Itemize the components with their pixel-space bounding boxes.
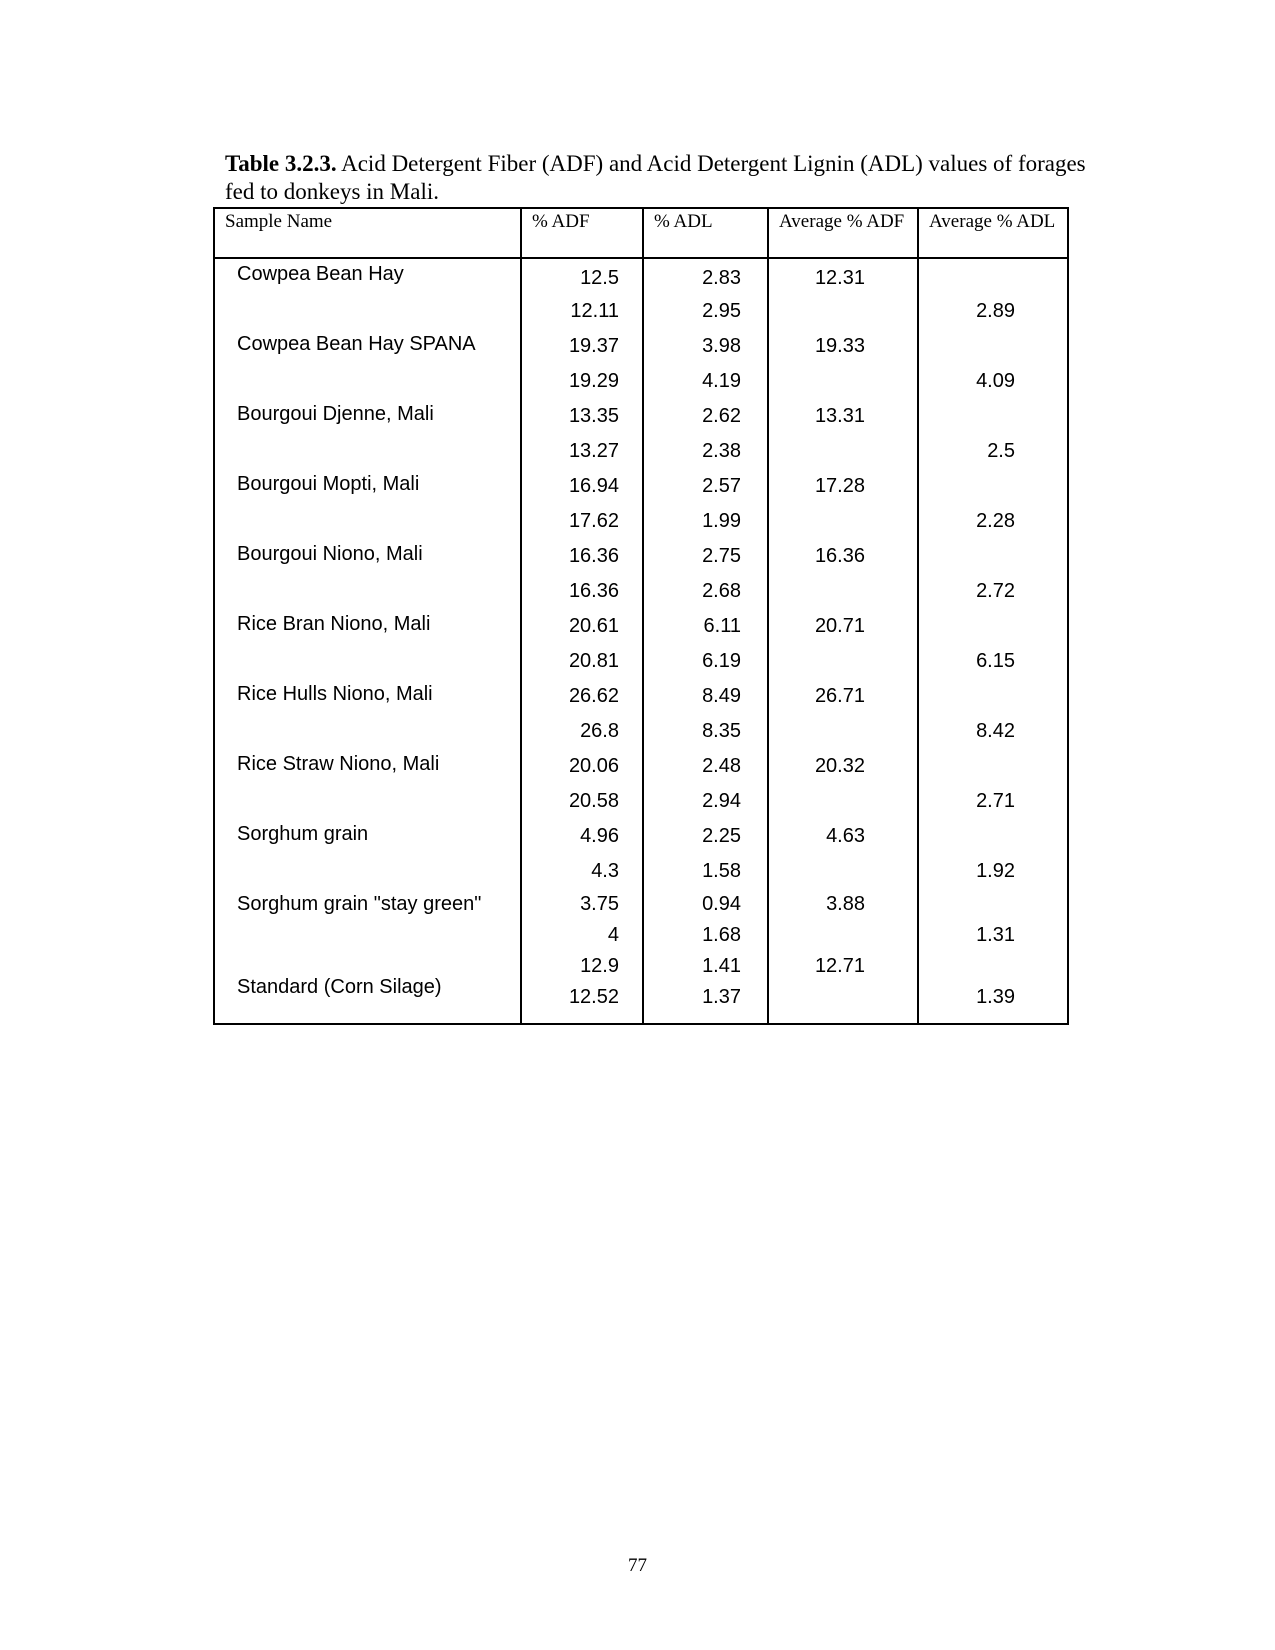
adf-cell: 26.8: [521, 714, 643, 749]
adf-cell: 4.3: [521, 854, 643, 889]
adf-cell: 16.36: [521, 574, 643, 609]
avg-adf-cell: [768, 644, 918, 679]
header-avg-adl: Average % ADL: [918, 208, 1068, 258]
avg-adl-cell: [918, 819, 1068, 854]
adl-cell: 1.68: [643, 920, 768, 951]
avg-adl-cell: 2.5: [918, 434, 1068, 469]
table-label: Table 3.2.3.: [225, 151, 337, 176]
avg-adf-cell: 19.33: [768, 329, 918, 364]
table-row: [214, 329, 1068, 364]
adl-cell: 6.11: [643, 609, 768, 644]
avg-adl-cell: 4.09: [918, 364, 1068, 399]
table-row: [214, 889, 1068, 920]
avg-adf-cell: 12.71: [768, 951, 918, 982]
adf-cell: 13.35: [521, 399, 643, 434]
adl-cell: 8.49: [643, 679, 768, 714]
avg-adl-cell: [918, 329, 1068, 364]
sample-name-cell: [214, 784, 521, 819]
table-row: [214, 504, 1068, 539]
header-row: [214, 208, 1068, 258]
page-number: 77: [628, 1555, 647, 1576]
adl-cell: 1.41: [643, 951, 768, 982]
header-sample-name: Sample Name: [214, 208, 521, 258]
adf-cell: 20.81: [521, 644, 643, 679]
adf-cell: 12.9: [521, 951, 643, 982]
avg-adf-cell: [768, 294, 918, 329]
avg-adl-cell: 8.42: [918, 714, 1068, 749]
avg-adf-cell: [768, 714, 918, 749]
adf-cell: 26.62: [521, 679, 643, 714]
adl-cell: 2.83: [643, 258, 768, 294]
adf-cell: 19.37: [521, 329, 643, 364]
adl-cell: 2.94: [643, 784, 768, 819]
sample-name-cell: Standard (Corn Silage): [214, 951, 521, 1024]
avg-adf-cell: [768, 434, 918, 469]
avg-adl-cell: [918, 951, 1068, 982]
sample-name-cell: Sorghum grain: [214, 819, 521, 854]
adl-cell: 2.62: [643, 399, 768, 434]
sample-name-cell: Bourgoui Djenne, Mali: [214, 399, 521, 434]
adl-cell: 6.19: [643, 644, 768, 679]
adf-cell: 16.94: [521, 469, 643, 504]
sample-name-cell: Rice Bran Niono, Mali: [214, 609, 521, 644]
adl-cell: 1.99: [643, 504, 768, 539]
table-row: [214, 784, 1068, 819]
avg-adf-cell: 17.28: [768, 469, 918, 504]
adf-cell: 3.75: [521, 889, 643, 920]
adf-cell: 20.58: [521, 784, 643, 819]
adf-cell: 4.96: [521, 819, 643, 854]
adf-cell: 19.29: [521, 364, 643, 399]
sample-name-cell: Rice Hulls Niono, Mali: [214, 679, 521, 714]
table-row: [214, 714, 1068, 749]
sample-name-cell: Cowpea Bean Hay SPANA: [214, 329, 521, 364]
table-row: [214, 854, 1068, 889]
adl-cell: 2.75: [643, 539, 768, 574]
adl-cell: 2.57: [643, 469, 768, 504]
sample-name-cell: Bourgoui Niono, Mali: [214, 539, 521, 574]
sample-name-cell: [214, 434, 521, 469]
avg-adl-cell: [918, 539, 1068, 574]
adf-cell: 16.36: [521, 539, 643, 574]
table-row: [214, 258, 1068, 294]
adf-cell: 20.61: [521, 609, 643, 644]
avg-adl-cell: [918, 469, 1068, 504]
table-caption-text: Acid Detergent Fiber (ADF) and Acid Detergent Lignin (ADL) values of forages fed to donkeys in Mali.: [225, 151, 1086, 204]
avg-adf-cell: 20.32: [768, 749, 918, 784]
adl-cell: 0.94: [643, 889, 768, 920]
adl-cell: 2.95: [643, 294, 768, 329]
avg-adl-cell: [918, 258, 1068, 294]
table-row: [214, 819, 1068, 854]
avg-adl-cell: 2.89: [918, 294, 1068, 329]
sample-name-cell: [214, 644, 521, 679]
avg-adl-cell: 1.39: [918, 982, 1068, 1024]
adf-cell: 4: [521, 920, 643, 951]
sample-name-cell: [214, 574, 521, 609]
avg-adf-cell: [768, 784, 918, 819]
avg-adl-cell: [918, 609, 1068, 644]
avg-adl-cell: 2.72: [918, 574, 1068, 609]
table-row: [214, 434, 1068, 469]
sample-name-cell: [214, 294, 521, 329]
table-row: [214, 294, 1068, 329]
avg-adl-cell: 2.28: [918, 504, 1068, 539]
adf-cell: 12.5: [521, 258, 643, 294]
avg-adf-cell: [768, 574, 918, 609]
header-adf: % ADF: [521, 208, 643, 258]
avg-adl-cell: 1.31: [918, 920, 1068, 951]
avg-adf-cell: [768, 982, 918, 1024]
avg-adf-cell: 26.71: [768, 679, 918, 714]
avg-adl-cell: 2.71: [918, 784, 1068, 819]
avg-adf-cell: [768, 504, 918, 539]
table-row: [214, 574, 1068, 609]
sample-name-cell: [214, 714, 521, 749]
sample-name-cell: [214, 854, 521, 889]
avg-adf-cell: [768, 920, 918, 951]
adl-cell: 3.98: [643, 329, 768, 364]
table-row: [214, 539, 1068, 574]
table-row: [214, 469, 1068, 504]
table-row: [214, 951, 1068, 982]
adf-cell: 17.62: [521, 504, 643, 539]
avg-adf-cell: [768, 364, 918, 399]
table-row: [214, 609, 1068, 644]
avg-adl-cell: 6.15: [918, 644, 1068, 679]
sample-name-cell: Rice Straw Niono, Mali: [214, 749, 521, 784]
adl-cell: 2.38: [643, 434, 768, 469]
avg-adl-cell: [918, 399, 1068, 434]
avg-adl-cell: [918, 889, 1068, 920]
sample-name-cell: Sorghum grain "stay green": [214, 889, 521, 951]
sample-name-cell: Bourgoui Mopti, Mali: [214, 469, 521, 504]
table-caption: [225, 150, 1105, 206]
header-avg-adf: Average % ADF: [768, 208, 918, 258]
adf-cell: 20.06: [521, 749, 643, 784]
header-adl: % ADL: [643, 208, 768, 258]
sample-name-cell: Cowpea Bean Hay: [214, 258, 521, 294]
adf-cell: 13.27: [521, 434, 643, 469]
adl-cell: 8.35: [643, 714, 768, 749]
avg-adf-cell: 16.36: [768, 539, 918, 574]
table-row: [214, 644, 1068, 679]
adl-cell: 2.48: [643, 749, 768, 784]
adl-cell: 4.19: [643, 364, 768, 399]
avg-adl-cell: [918, 749, 1068, 784]
avg-adf-cell: 12.31: [768, 258, 918, 294]
avg-adl-cell: [918, 679, 1068, 714]
avg-adf-cell: 3.88: [768, 889, 918, 920]
sample-name-cell: [214, 504, 521, 539]
adl-cell: 2.68: [643, 574, 768, 609]
avg-adl-cell: 1.92: [918, 854, 1068, 889]
sample-name-cell: [214, 364, 521, 399]
table-row: [214, 679, 1068, 714]
adf-cell: 12.52: [521, 982, 643, 1024]
table-row: [214, 749, 1068, 784]
avg-adf-cell: 13.31: [768, 399, 918, 434]
table-row: [214, 399, 1068, 434]
adl-cell: 1.37: [643, 982, 768, 1024]
adl-cell: 2.25: [643, 819, 768, 854]
avg-adf-cell: 20.71: [768, 609, 918, 644]
adl-cell: 1.58: [643, 854, 768, 889]
forage-table: [213, 207, 1069, 1025]
avg-adf-cell: [768, 854, 918, 889]
adf-cell: 12.11: [521, 294, 643, 329]
table-row: [214, 364, 1068, 399]
avg-adf-cell: 4.63: [768, 819, 918, 854]
